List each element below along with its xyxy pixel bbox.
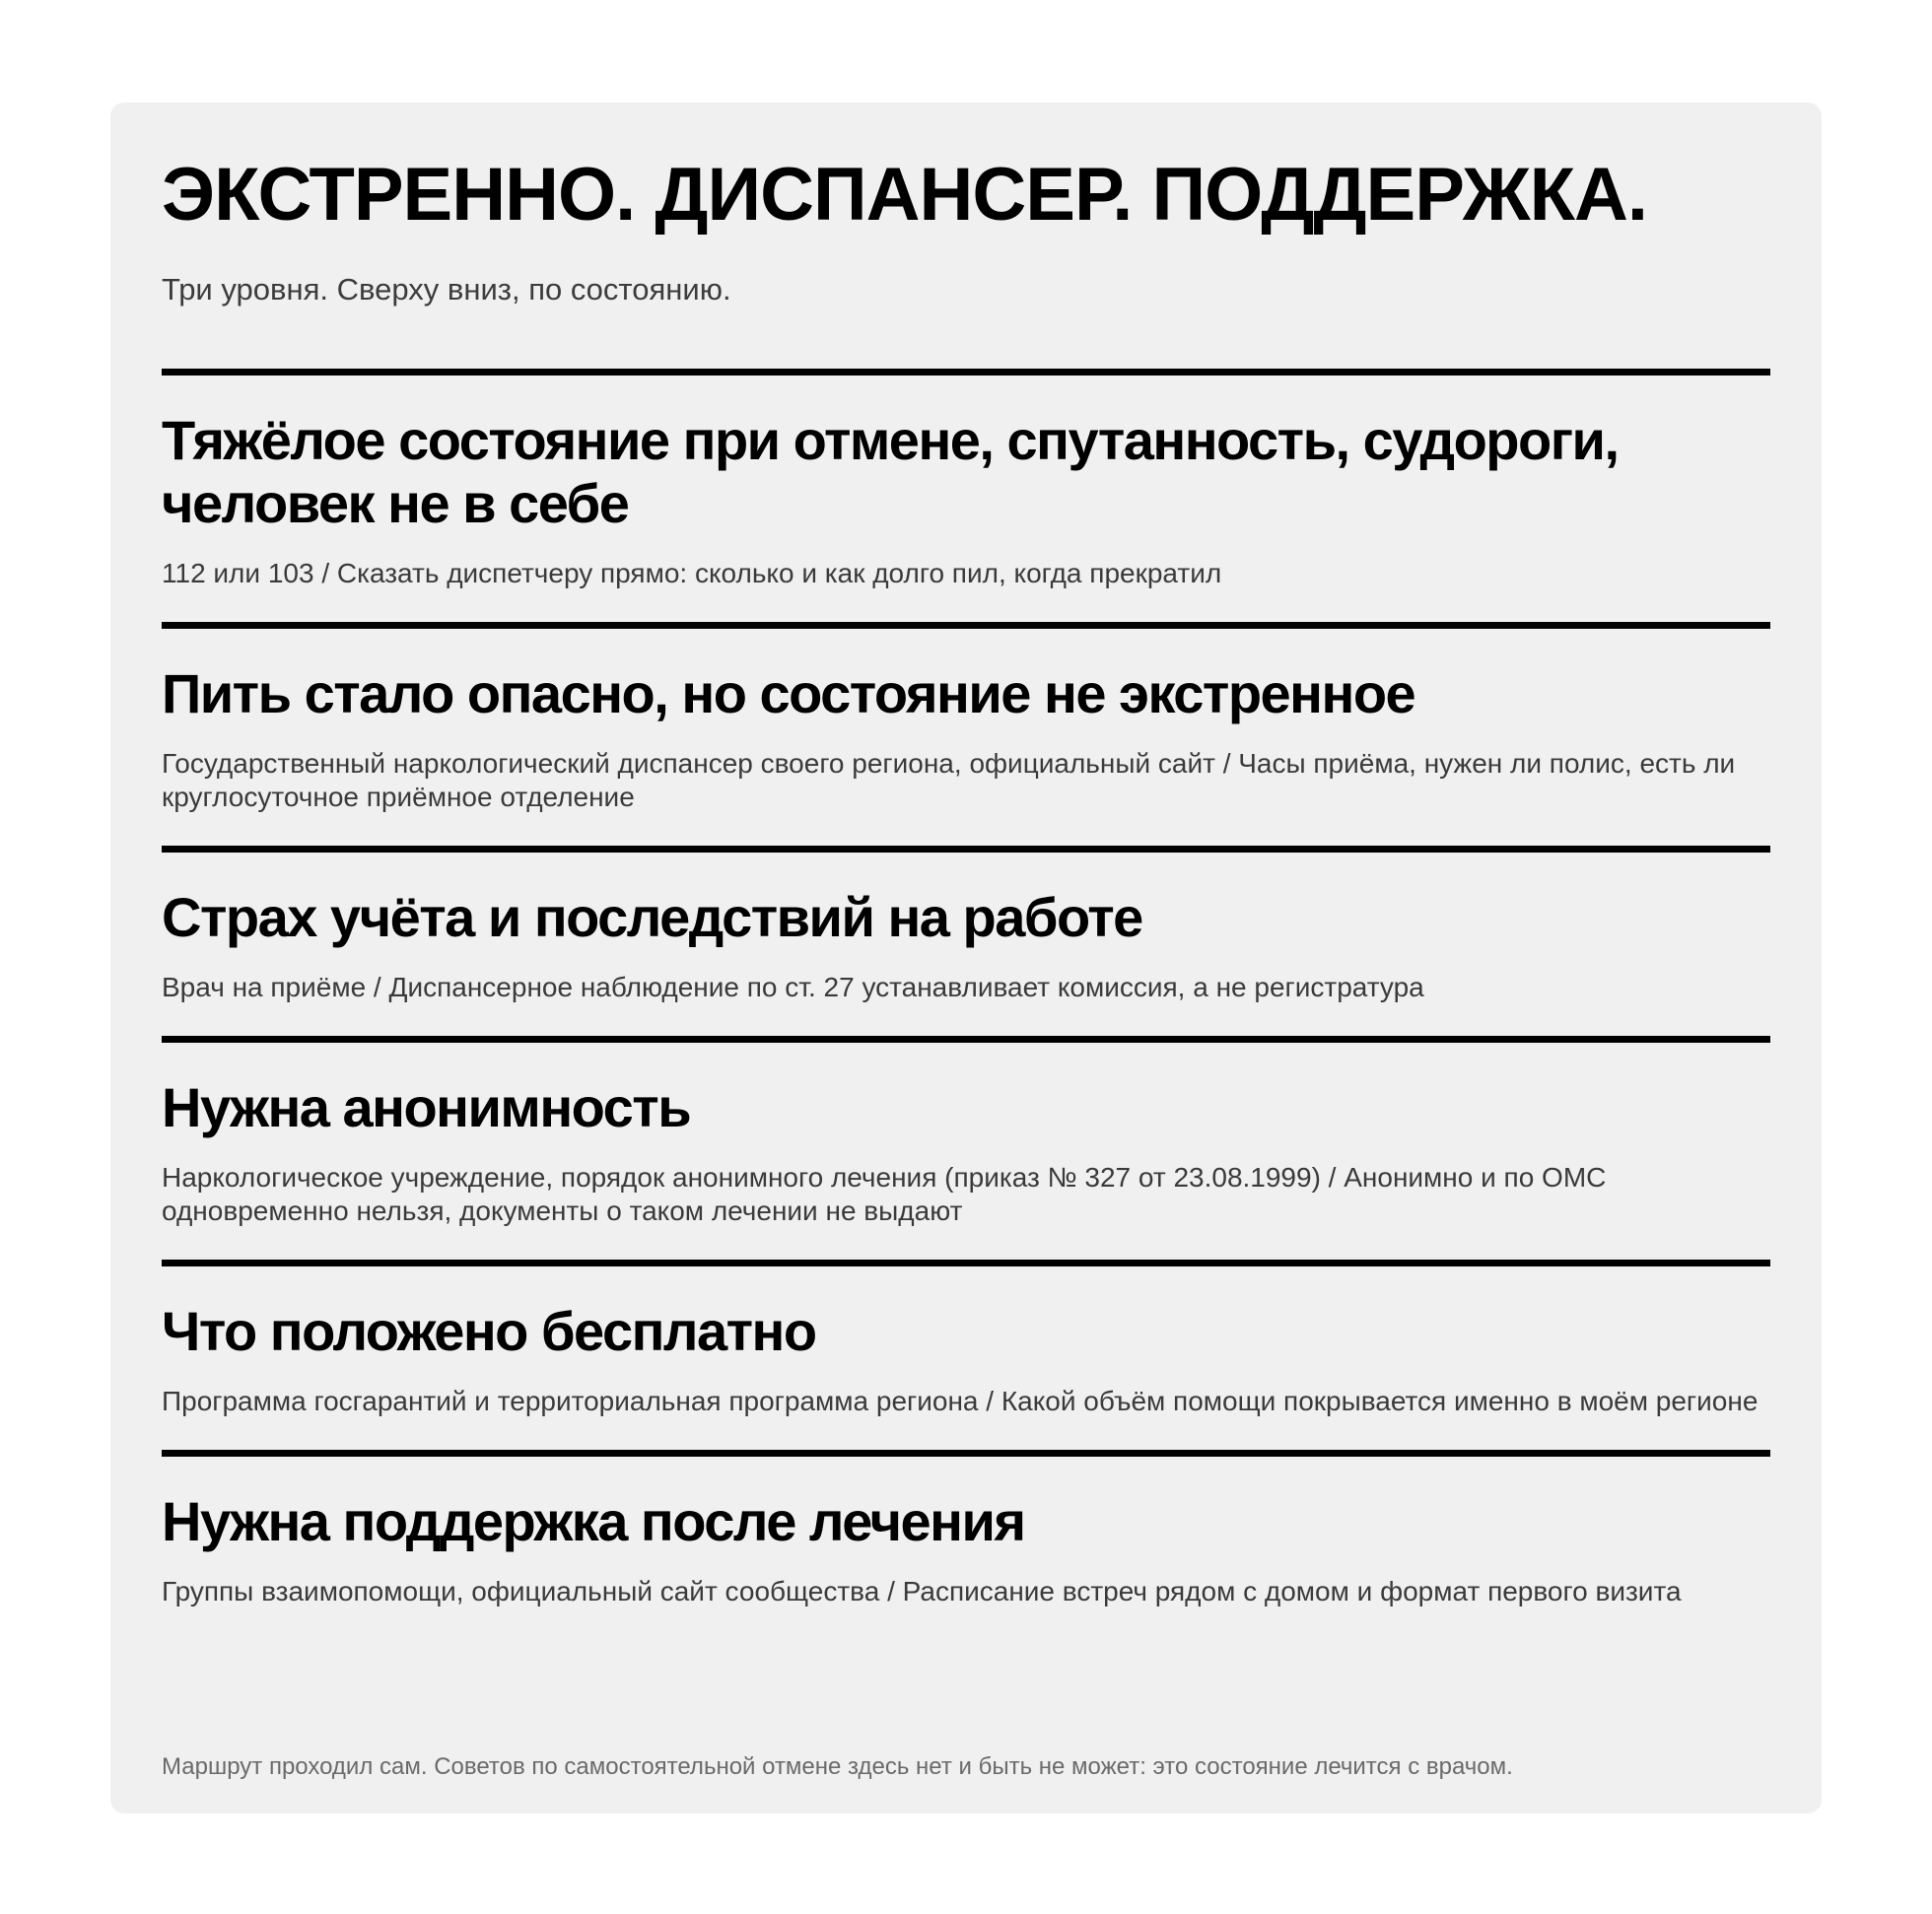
entry-heading: Что положено бесплатно xyxy=(162,1300,816,1362)
page-title: ЭКСТРЕННО. ДИСПАНСЕР. ПОДДЕРЖКА. xyxy=(162,153,1647,237)
entry-heading: Тяжёлое состояние при отмене, спутанность, судороги, человек не в себе xyxy=(162,409,1619,534)
content-card xyxy=(110,103,1822,1813)
footnote: Маршрут проходил сам. Советов по самостоятельной отмене здесь нет и быть не может: это состояние лечится с врачом. xyxy=(162,1753,1513,1780)
list-item xyxy=(162,846,1770,1036)
page-subtitle: Три уровня. Сверху вниз, по состоянию. xyxy=(162,272,731,307)
list-item xyxy=(162,622,1770,846)
entry-list xyxy=(162,369,1770,1640)
entry-description: Государственный наркологический диспансер своего региона, официальный сайт / Часы приёма, нужен ли полис, есть ли круглосуточное приёмное отделение xyxy=(162,748,1736,812)
entry-heading: Нужна поддержка после лечения xyxy=(162,1490,1025,1552)
entry-heading: Страх учёта и последствий на работе xyxy=(162,886,1142,948)
entry-heading: Пить стало опасно, но состояние не экстренное xyxy=(162,662,1415,724)
entry-description: Программа госгарантий и территориальная программа региона / Какой объём помощи покрывается именно в моём регионе xyxy=(162,1386,1759,1416)
list-item xyxy=(162,1036,1770,1260)
list-item xyxy=(162,1450,1770,1640)
entry-description: Врач на приёме / Диспансерное наблюдение по ст. 27 устанавливает комиссия, а не регистратура xyxy=(162,972,1424,1002)
list-item xyxy=(162,369,1770,622)
list-item xyxy=(162,1260,1770,1450)
entry-heading: Нужна анонимность xyxy=(162,1076,691,1138)
entry-description: Наркологическое учреждение, порядок анонимного лечения (приказ № 327 от 23.08.1999) / Анонимно и по ОМС одновременно нельзя, документы о таком лечении не выдают xyxy=(162,1162,1607,1226)
entry-description: Группы взаимопомощи, официальный сайт сообщества / Расписание встреч рядом с домом и формат первого визита xyxy=(162,1576,1682,1606)
entry-description: 112 или 103 / Сказать диспетчеру прямо: сколько и как долго пил, когда прекратил xyxy=(162,558,1222,588)
